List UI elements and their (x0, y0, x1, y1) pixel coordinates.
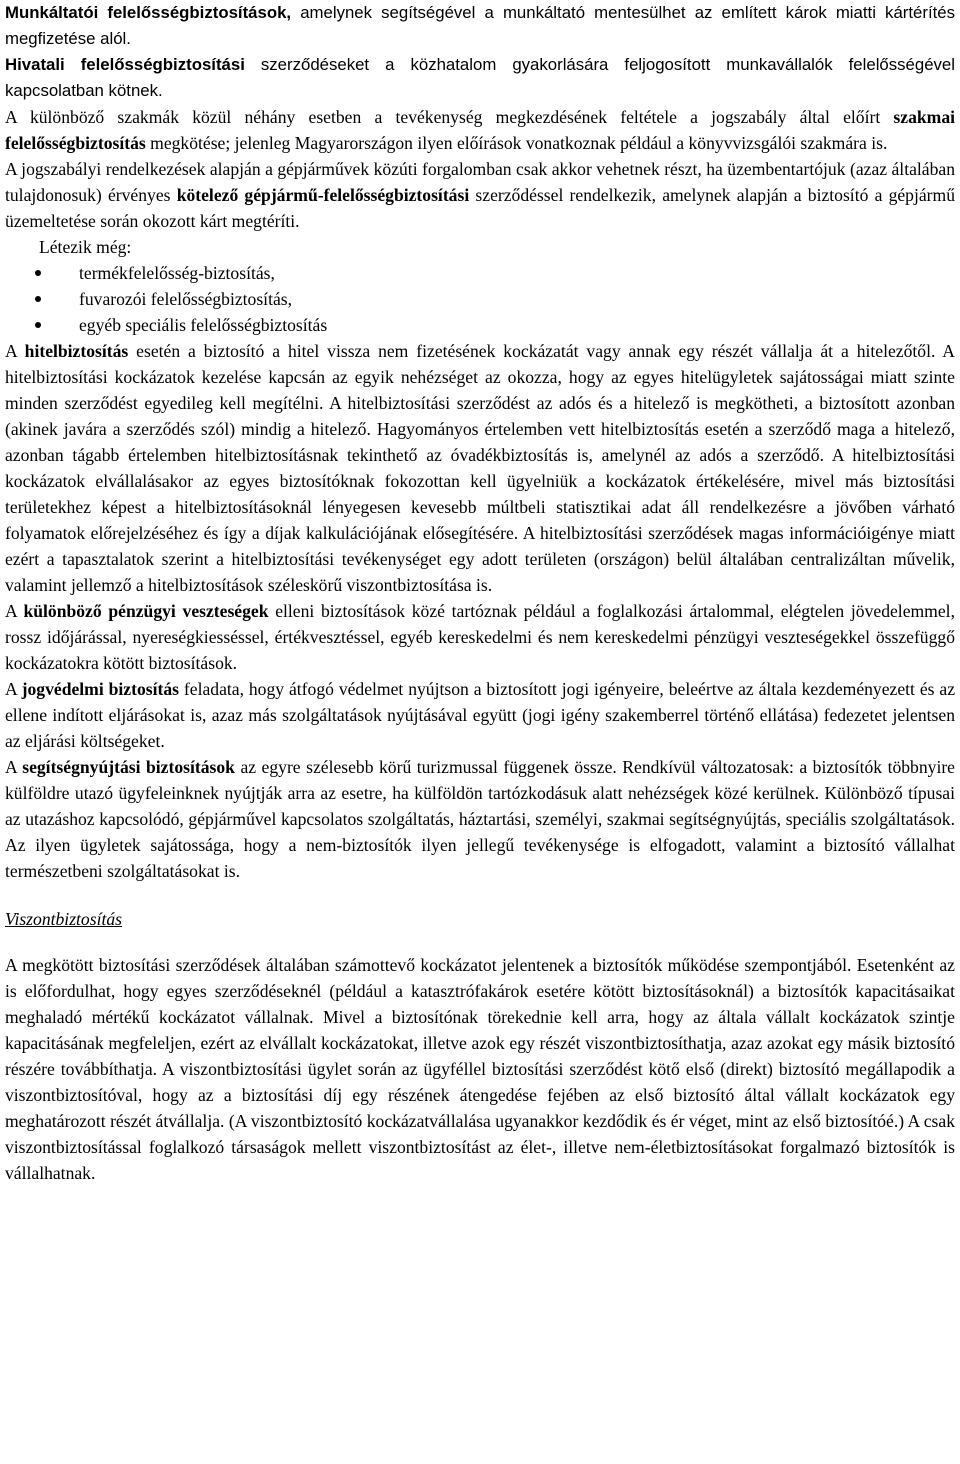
paragraph-text: feladata, hogy átfogó védelmet nyújtson a biztosított jogi igényeire, beleértve az általa kezdeményezett és az ellene indított eljárásokat is, azaz más szolgáltatások nyújtásával együtt (jogi igény szakemberrel történő ellátása) fedezetet jelentsen az eljárási költségeket. (5, 679, 956, 751)
term-legal-protection: jogvédelmi biztosítás (21, 679, 180, 699)
paragraph-text: az egyre szélesebb körű turizmussal függenek össze. Rendkívül változatosak: a biztosítók többnyire külföldre utazó ügyfeleinknek nyújtják arra az esetre, ha külföldön tartózkodásuk alatt nehézségek közé kerülnek. Különböző típusai az utazáshoz kapcsolódó, gépjárművel kapcsolatos szolgáltatás, háztartási, személyi, szakmai segítségnyújtás, speciális szolgáltatások. Az ilyen ügyletek sajátossága, hogy a nem-biztosítók ilyen jellegű tevékenysége is elfogadott, valamint a biztosító vállalhat természetbeni szolgáltatásokat is. (5, 757, 955, 881)
paragraph-legal-protection (5, 676, 955, 754)
paragraph-reinsurance: A megkötött biztosítási szerződések általában számottevő kockázatot jelentenek a biztosítók működése szempontjából. Esetenként az is előfordulhat, hogy egyes szerződéseknél (például a katasztrófakárok esetére kötött biztosításoknál) a biztosítók kapacitásaikat meghaladó mértékű kockázatot vállalnak. Mivel a biztosítónak törekednie kell arra, hogy az általa vállalt kockázatok szintje kapacitásának megfeleljen, ezért az elvállalt kockázatokat, illetve azok egy részét viszontbiztosíthatja, azaz azokat egy másik biztosító részére továbbíthatja. A viszontbiztosítási ügylet során az ügyféllel biztosítási szerződést kötő első (direkt) biztosító megállapodik a viszontbiztosítóval, hogy az a biztosítási díj egy részének átengedése fejében az első biztosító által vállalt kockázatok egy meghatározott részét átvállalja. (A viszontbiztosító kockázatvállalása ugyanakkor kezdődik és ér véget, mint az első biztosítóé.) A csak viszontbiztosítással foglalkozó társaságok mellett viszontbiztosítást az élet-, illetve nem-életbiztosításokat forgalmazó biztosítók is vállalhatnak. (5, 955, 955, 1183)
paragraph-text: A jogszabályi rendelkezések alapján a gépjárművek közúti forgalomban csak akkor vehetnek részt, ha üzembentartójuk (azaz általában tulajdonosuk) érvényes (5, 159, 955, 205)
term-assistance: segítségnyújtási biztosítások (22, 757, 235, 777)
paragraph-professional-liability (5, 104, 955, 156)
paragraph-text: amelynek segítségével a munkáltató mentesülhet az említett károk miatti kártérítés megfizetése alól. (5, 3, 955, 48)
term-professional-liability: szakmai felelősségbiztosítás (5, 107, 955, 153)
term-employer-liability: Munkáltatói felelősségbiztosítások, (5, 3, 292, 22)
paragraph-text: szerződéseket a közhatalom gyakorlására feljogosított munkavállalók felelősségével kapcsolatban kötnek. (5, 55, 955, 100)
paragraph-text: A (5, 679, 22, 699)
paragraph-text: elleni biztosítások közé tartóznak például a foglalkozási ártalommal, elégtelen jövedelemmel, rossz időjárással, nyereségkiesséssel, értékvesztéssel, egyéb kereskedelmi és nem kereskedelmi pénzügyi veszteségekkel összefüggő kockázatokra kötött biztosítások. (5, 601, 955, 673)
paragraph-text: szerződéssel rendelkezik, amelynek alapján a biztosító a gépjármű üzemeltetése során okozott kárt megtéríti. (5, 185, 956, 231)
paragraph-motor-liability (5, 156, 955, 234)
paragraph-text: A (5, 341, 25, 361)
list-item: fuvarozói felelősségbiztosítás, (5, 286, 955, 312)
paragraph-text: megkötése; jelenleg Magyarországon ilyen előírások vonatkoznak például a könyvvizsgálói szakmára is. (145, 133, 888, 153)
term-financial-losses: különböző pénzügyi veszteségek (23, 601, 269, 621)
term-motor-liability: kötelező gépjármű-felelősségbiztosítási (176, 185, 470, 205)
paragraph-assistance (5, 754, 955, 884)
paragraph-text: A (5, 757, 23, 777)
section-heading: Viszontbiztosítás (5, 909, 122, 929)
term-credit-insurance: hitelbiztosítás (24, 341, 129, 361)
list-intro: Létezik még: (39, 237, 132, 257)
paragraph-financial-losses (5, 598, 955, 676)
paragraph-employer-liability (5, 0, 955, 52)
term-official-liability: Hivatali felelősségbiztosítási (5, 55, 245, 74)
bullet-list (5, 260, 955, 338)
paragraph-text: A (5, 601, 24, 621)
paragraph-text: A különböző szakmák közül néhány esetben a tevékenység megkezdésének feltétele a jogszabály által előírt (5, 107, 894, 127)
list-item: egyéb speciális felelősségbiztosítás (5, 312, 955, 338)
list-item: termékfelelősség-biztosítás, (5, 260, 955, 286)
paragraph-official-liability (5, 52, 955, 104)
paragraph-credit-insurance (5, 338, 955, 598)
paragraph-text: esetén a biztosító a hitel vissza nem fizetésének kockázatát vagy annak egy részét vállalja át a hitelezőtől. A hitelbiztosítási kockázatok kezelése kapcsán az egyik nehézséget az okozza, hogy az egyes hitelügyletek sajátosságai miatt szinte minden szerződést egyedileg kell megítélni. A hitelbiztosítási szerződést az adós és a hitelező is megkötheti, a biztosított azonban (akinek javára a szerződés szól) mindig a hitelező. Hagyományos értelemben vett hitelbiztosítás esetén a szerződő maga a hitelező, azonban tágabb értelemben hitelbiztosításnak tekinthető az óvadékbiztosítás is, amelynél az adós a szerződő. A hitelbiztosítási kockázatok elvállalásakor az egyes biztosítóknak fokozottan kell ügyelniük a kockázatok értékelésére, mivel más biztosítási területekhez képest a hitelbiztosításoknál lényegesen kevesebb múltbeli statisztikai adat áll rendelkezésre a jövőben várható folyamatok előrejelzéséhez és így a díjak kalkulációjának elősegítésére. A hitelbiztosítási szerződések magas információigénye miatt ezért a tapasztalatok szerint a hitelbiztosítási tevékenységet egy adott területen (országon) belül általában centralizáltan művelik, valamint jellemző a hitelbiztosítások széleskörű viszontbiztosítása is. (5, 341, 955, 595)
